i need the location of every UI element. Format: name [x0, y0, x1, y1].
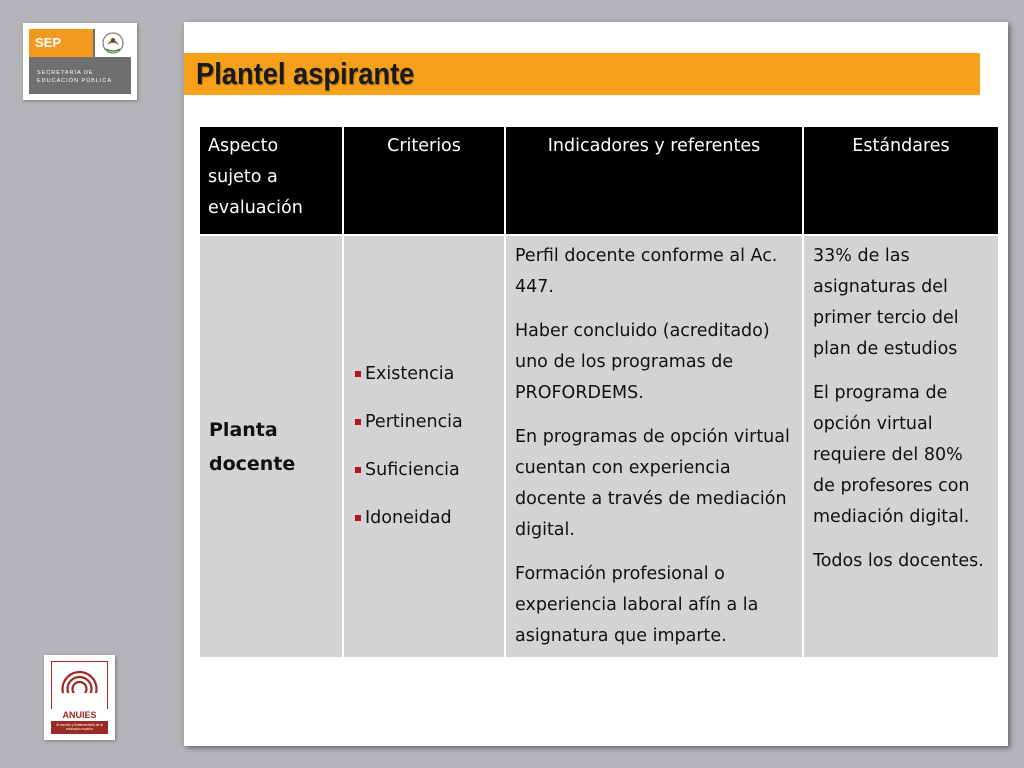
- table-row: [199, 235, 999, 658]
- anuies-logo-tagline: Al servicio y fortalecimiento de la educación superior: [56, 723, 103, 731]
- criterios-list: [353, 359, 495, 534]
- header-indicadores: Indicadores y referentes: [505, 126, 803, 235]
- anuies-rings-icon: [53, 663, 106, 709]
- anuies-logo: [44, 655, 115, 740]
- header-criterios: Criterios: [343, 126, 505, 235]
- cell-aspecto: [199, 235, 343, 658]
- criterio-item: [353, 503, 495, 534]
- title-bar: [184, 53, 980, 95]
- criterio-label: Existencia: [365, 364, 455, 384]
- table-header-row: [199, 126, 999, 235]
- sep-logo-line2: EDUCACIÓN PÚBLICA: [37, 78, 113, 84]
- evaluation-table: [198, 125, 1000, 659]
- sep-logo-mark: SEP: [29, 29, 93, 57]
- criterio-label: Suficiencia: [365, 460, 460, 480]
- sep-logo-line1: SECRETARÍA DE: [37, 70, 94, 76]
- header-estandares: Estándares: [803, 126, 999, 235]
- criterio-label: Idoneidad: [365, 508, 452, 528]
- estandar-text: 33% de las asignaturas del primer tercio del plan de estudios: [813, 246, 959, 359]
- indicador-text: Perfil docente conforme al Ac. 447.: [515, 246, 778, 297]
- aspecto-value: Planta docente: [209, 418, 296, 475]
- sep-logo-panel: [29, 29, 131, 94]
- criterio-item: [353, 455, 495, 486]
- anuies-logo-band: [51, 721, 108, 734]
- indicador-text: Haber concluido (acreditado) uno de los programas de PROFORDEMS.: [515, 321, 770, 403]
- cell-estandares: [803, 235, 999, 658]
- anuies-logo-mark: ANUIES: [51, 709, 108, 721]
- slide-title: Plantel aspirante: [196, 56, 415, 91]
- mexico-crest-icon: [95, 29, 131, 57]
- indicador-text: Formación profesional o experiencia laboral afín a la asignatura que imparte.: [515, 564, 759, 646]
- square-bullet-icon: [355, 419, 361, 425]
- estandar-text: El programa de opción virtual requiere del 80% de profesores con mediación digital.: [813, 383, 970, 527]
- sep-logo: [23, 23, 137, 100]
- cell-criterios: [343, 235, 505, 658]
- indicador-text: En programas de opción virtual cuentan con experiencia docente a través de mediación digital.: [515, 427, 790, 540]
- criterio-label: Pertinencia: [365, 412, 463, 432]
- criterio-item: [353, 359, 495, 390]
- header-aspecto: Aspecto sujeto a evaluación: [199, 126, 343, 235]
- square-bullet-icon: [355, 371, 361, 377]
- square-bullet-icon: [355, 515, 361, 521]
- cell-indicadores: [505, 235, 803, 658]
- square-bullet-icon: [355, 467, 361, 473]
- estandar-text: Todos los docentes.: [813, 551, 984, 571]
- slide-panel: [184, 22, 1008, 746]
- criterio-item: [353, 407, 495, 438]
